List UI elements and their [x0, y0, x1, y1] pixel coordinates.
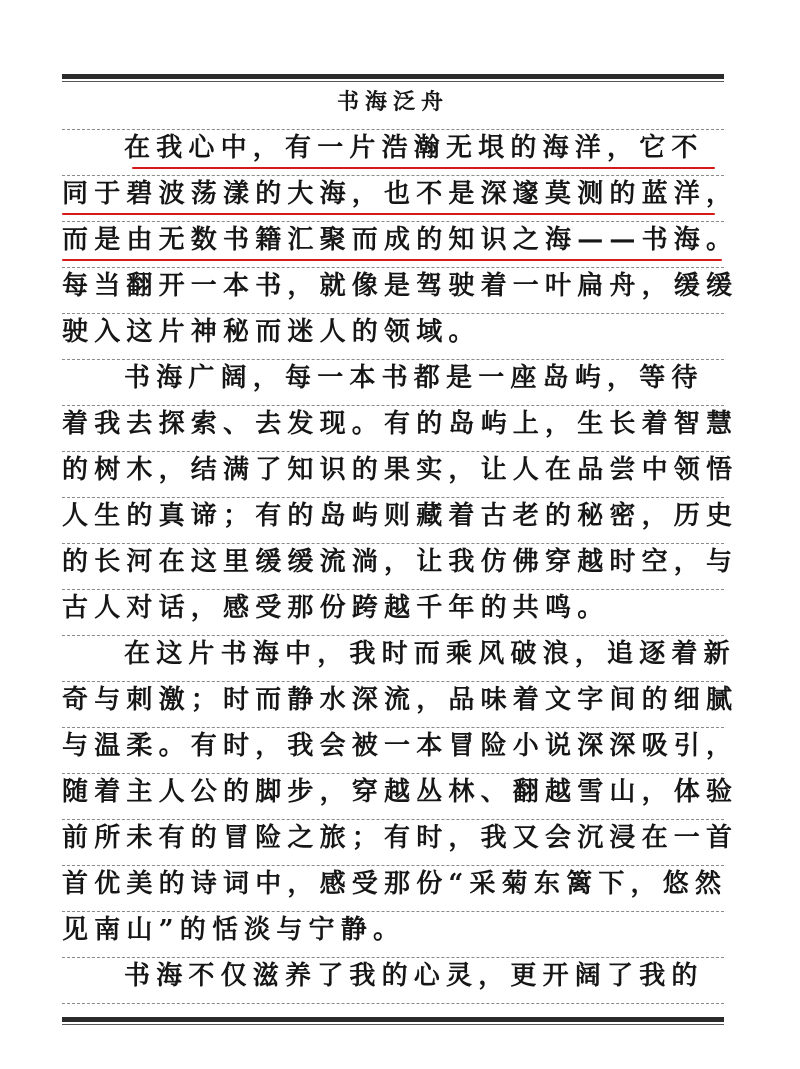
- red-underline-2: [62, 213, 715, 215]
- text-line-13: 奇与刺激；时而静水深流，品味着文字间的细腻: [62, 680, 724, 728]
- text-line-1: 在我心中，有一片浩瀚无垠的海洋，它不: [62, 128, 724, 176]
- text-line-16: 前所未有的冒险之旅；有时，我又会沉浸在一首: [62, 818, 724, 866]
- top-border-rule: [62, 74, 724, 79]
- text-line-7: 着我去探索、去发现。有的岛屿上，生长着智慧: [62, 404, 724, 452]
- text-line-9: 人生的真谛；有的岛屿则藏着古老的秘密，历史: [62, 496, 724, 544]
- text-line-15: 随着主人公的脚步，穿越丛林、翻越雪山，体验: [62, 772, 724, 820]
- text-line-3: 而是由无数书籍汇聚而成的知识之海——书海。: [62, 220, 724, 268]
- essay-title: 书海泛舟: [62, 82, 724, 130]
- text-line-17: 首优美的诗词中，感受那份“采菊东篱下，悠然: [62, 864, 724, 912]
- text-line-14: 与温柔。有时，我会被一本冒险小说深深吸引，: [62, 726, 724, 774]
- text-line-10: 的长河在这里缓缓流淌，让我仿佛穿越时空，与: [62, 542, 724, 590]
- text-line-6: 书海广阔，每一本书都是一座岛屿，等待: [62, 358, 724, 406]
- text-line-4: 每当翻开一本书，就像是驾驶着一叶扁舟，缓缓: [62, 266, 724, 314]
- text-line-18: 见南山”的恬淡与宁静。: [62, 910, 724, 958]
- text-line-8: 的树木，结满了知识的果实，让人在品尝中领悟: [62, 450, 724, 498]
- text-line-19: 书海不仅滋养了我的心灵，更开阔了我的: [62, 956, 724, 1004]
- text-line-5: 驶入这片神秘而迷人的领域。: [62, 312, 724, 360]
- text-line-12: 在这片书海中，我时而乘风破浪，追逐着新: [62, 634, 724, 682]
- text-line-11: 古人对话，感受那份跨越千年的共鸣。: [62, 588, 724, 636]
- text-line-2: 同于碧波荡漾的大海，也不是深邃莫测的蓝洋，: [62, 174, 724, 222]
- red-underline-3: [62, 259, 722, 261]
- red-underline-1: [132, 167, 715, 169]
- bottom-border-rule: [62, 1017, 724, 1022]
